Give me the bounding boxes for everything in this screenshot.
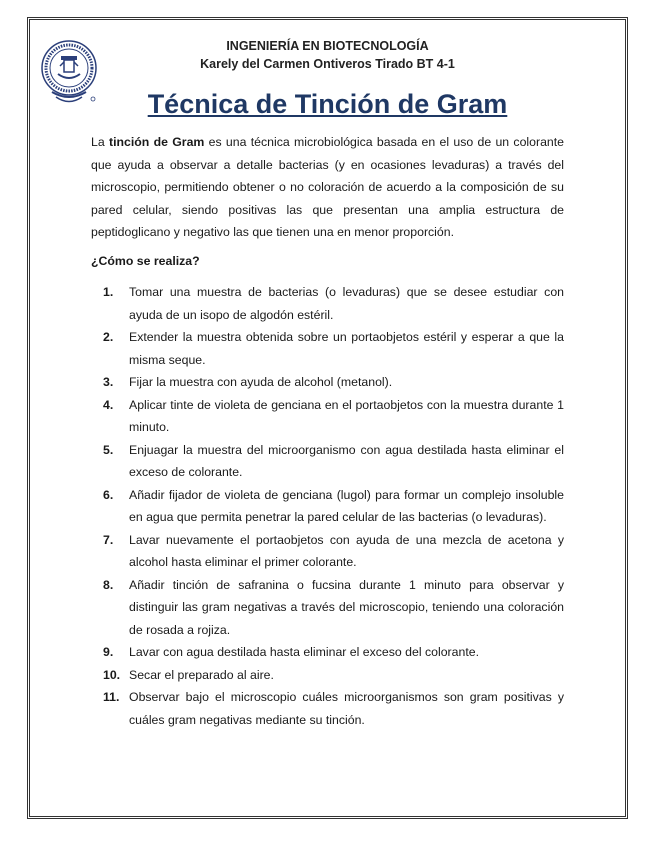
list-item [103, 394, 564, 439]
institution-name: INGENIERÍA EN BIOTECNOLOGÍA [226, 39, 429, 53]
step-number: 10. [103, 667, 121, 682]
steps-list [103, 281, 564, 731]
step-number: 9. [103, 645, 114, 659]
step-number: 11. [103, 690, 120, 704]
list-item [103, 439, 564, 484]
list-item [103, 574, 564, 642]
step-text: Observar bajo el microscopio cuáles microorganismos son gram positivas y cuáles gram negativas mediante su tinción. [129, 690, 564, 727]
step-text: Lavar con agua destilada hasta eliminar el exceso del colorante. [129, 645, 479, 659]
intro-bold-term: tinción de Gram [108, 135, 205, 149]
step-text: Fijar la muestra con ayuda de alcohol (metanol). [129, 375, 393, 389]
intro-rest: es una técnica microbiológica basada en el uso de un colorante que ayuda a observar a detalle bacterias (y en ocasiones levaduras) a través del microscopio, permitiendo obtener o no coloración de acuerdo a la composición de su pared celular, siendo positivas las que presentan una amplia estructura de peptidoglicano y negativo las que tienen una en menor proporción. [91, 135, 565, 240]
list-item [103, 326, 564, 371]
step-text: Extender la muestra obtenida sobre un portaobjetos estéril y esperar a que la misma seque. [129, 330, 564, 367]
list-item [103, 371, 564, 394]
step-number: 5. [103, 442, 114, 457]
step-text: Añadir tinción de safranina o fucsina durante 1 minuto para observar y distinguir las gram negativas a través del microscopio, teniendo una coloración de rosada a rojiza. [129, 577, 564, 637]
intro-prefix: La [91, 135, 109, 149]
step-text: Enjuagar la muestra del microorganismo con agua destilada hasta eliminar el exceso de colorante. [129, 442, 564, 479]
step-text: Secar el preparado al aire. [129, 667, 274, 682]
intro-paragraph [91, 131, 564, 244]
author-name: Karely del Carmen Ontiveros Tirado BT 4-1 [200, 57, 455, 71]
step-number: 6. [103, 487, 114, 502]
page-title: Técnica de Tinción de Gram [147, 89, 508, 119]
step-text: Añadir fijador de violeta de genciana (lugol) para formar un complejo insoluble en agua que permita penetrar la pared celular de las bacterias (o levaduras). [129, 487, 564, 524]
step-number: 1. [103, 285, 114, 299]
section-heading: ¿Cómo se realiza? [91, 254, 200, 268]
step-number: 2. [103, 330, 114, 344]
step-number: 8. [103, 577, 114, 592]
step-number: 7. [103, 532, 114, 547]
list-item [103, 484, 564, 529]
list-item [103, 281, 564, 326]
step-text: Aplicar tinte de violeta de genciana en el portaobjetos con la muestra durante 1 minuto. [129, 397, 564, 434]
document-header [0, 37, 655, 73]
list-item [103, 686, 564, 731]
list-item [103, 664, 564, 687]
step-text: Lavar nuevamente el portaobjetos con ayuda de una mezcla de acetona y alcohol hasta eliminar el primer colorante. [129, 532, 564, 569]
list-item [103, 641, 564, 664]
list-item [103, 529, 564, 574]
step-number: 4. [103, 397, 114, 412]
step-number: 3. [103, 375, 114, 389]
step-text: Tomar una muestra de bacterias (o levaduras) que se desee estudiar con ayuda de un isopo de algodón estéril. [129, 285, 564, 322]
